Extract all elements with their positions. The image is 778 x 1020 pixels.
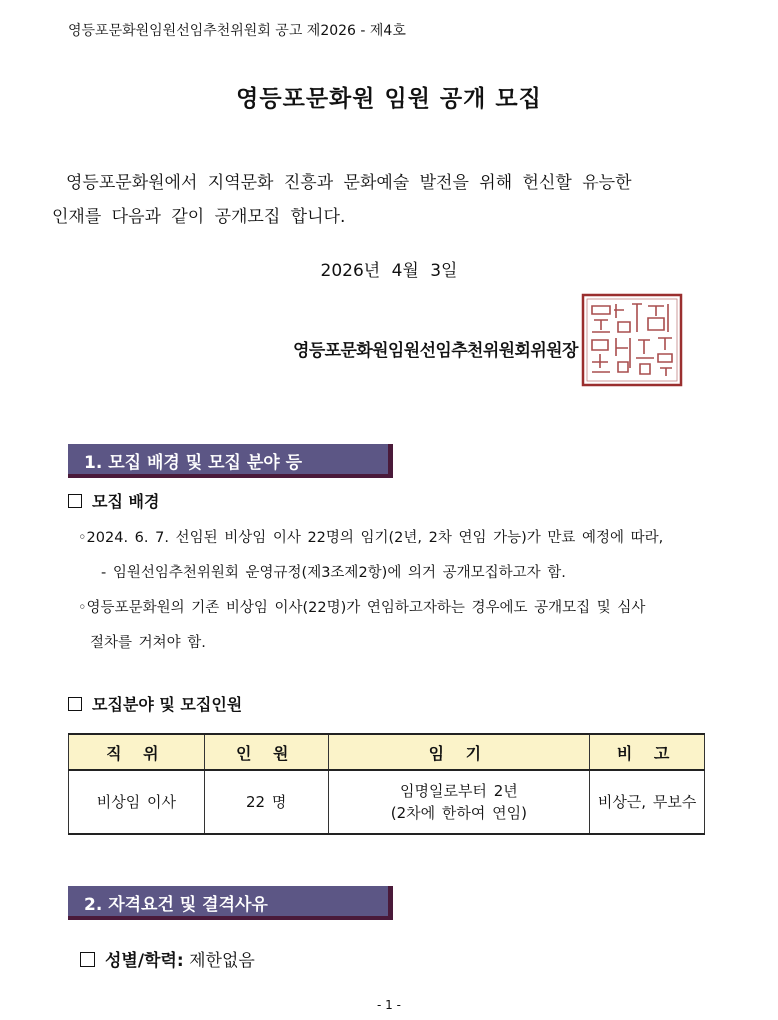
background-subheading xyxy=(68,489,159,512)
table-row xyxy=(69,770,705,834)
section-2-title: 2. 자격요건 및 결격사유 xyxy=(84,895,268,915)
notice-number: 영등포문화원임원선임추천위원회 공고 제2026 - 제4호 xyxy=(68,23,406,39)
page-title: 영등포문화원 임원 공개 모집 xyxy=(236,86,542,112)
checkbox-square-icon xyxy=(80,952,95,967)
column-header: 직 위 xyxy=(69,734,205,770)
term-cell xyxy=(328,770,590,834)
intro-line-1: 영등포문화원에서 지역문화 진흥과 문화예술 발전을 위해 헌신할 유능한 xyxy=(66,173,632,193)
intro-line-2: 인재를 다음과 같이 공개모집 합니다. xyxy=(52,207,346,227)
term-line-1: 임명일로부터 2년 xyxy=(399,782,518,800)
condition-label: 성별/학력: xyxy=(105,951,184,971)
background-item-2: - 임원선임추천위원회 운영규정(제3조제2항)에 의거 공개모집하고자 함. xyxy=(101,565,566,581)
background-item-3: ◦영등포문화원의 기존 비상임 이사(22명)가 연임하고자하는 경우에도 공개모집 및 심사 xyxy=(78,600,646,616)
section-2-header xyxy=(68,886,392,918)
official-seal-stamp xyxy=(580,292,684,388)
background-item-1: ◦2024. 6. 7. 선임된 비상임 이사 22명의 임기(2년, 2차 연임 가능)가 만료 예정에 따라, xyxy=(78,530,664,546)
background-item-4: 절차를 거쳐야 함. xyxy=(90,635,206,651)
issue-date: 2026년 4월 3일 xyxy=(320,261,458,281)
condition-line xyxy=(80,946,255,971)
section-1-title: 1. 모집 배경 및 모집 분야 등 xyxy=(84,453,303,473)
term-line-2: (2차에 한하여 연임) xyxy=(390,804,527,822)
table-header-row xyxy=(69,734,705,770)
checkbox-square-icon xyxy=(68,494,82,508)
page-number: - 1 - xyxy=(377,998,401,1012)
section-1-header xyxy=(68,444,392,476)
column-header: 비 고 xyxy=(590,734,705,770)
note-cell: 비상근, 무보수 xyxy=(590,770,705,834)
recruit-table xyxy=(68,733,705,835)
column-header: 임 기 xyxy=(328,734,590,770)
intro-paragraph xyxy=(52,166,722,234)
background-heading-text: 모집 배경 xyxy=(92,492,160,511)
position-cell: 비상임 이사 xyxy=(69,770,205,834)
checkbox-square-icon xyxy=(68,697,82,711)
column-header: 인 원 xyxy=(204,734,328,770)
count-cell: 22 명 xyxy=(204,770,328,834)
issuer-name: 영등포문화원임원선임추천위원회위원장 xyxy=(293,341,578,361)
recruit-subheading xyxy=(68,692,242,715)
recruit-heading-text: 모집분야 및 모집인원 xyxy=(92,695,243,714)
condition-value: 제한없음 xyxy=(189,951,255,971)
